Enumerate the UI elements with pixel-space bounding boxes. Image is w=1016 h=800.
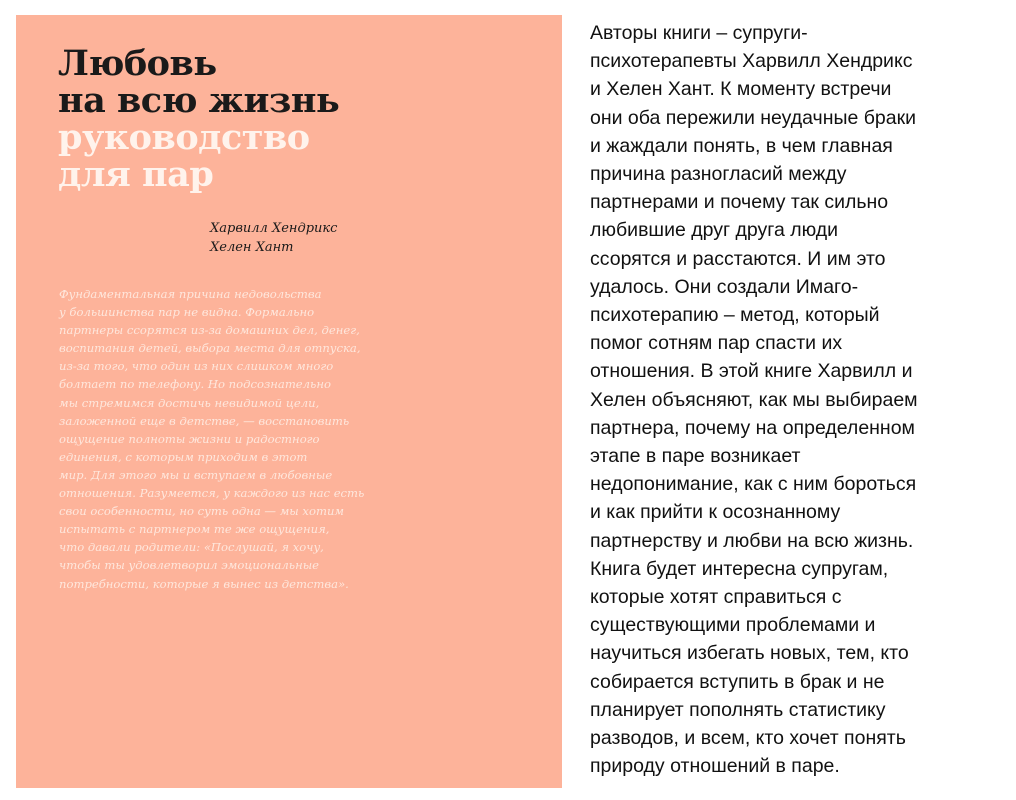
description-line: удалось. Они создали Имаго- <box>590 275 859 298</box>
description-line: и как прийти к осознанному <box>590 501 841 524</box>
description-line: помог сотням пар спасти их <box>590 332 843 355</box>
description-line: которые хотят справиться с <box>590 586 842 609</box>
cover-title <box>58 45 339 193</box>
cover-blurb-line: потребности, которые я вынес из детства». <box>59 576 349 591</box>
cover-blurb-line: свои особенности, но суть одна — мы хотим <box>59 504 345 519</box>
cover-blurb-line: болтает по телефону. Но подсознательно <box>59 377 331 392</box>
cover-blurb-line: Фундаментальная причина недовольства <box>59 287 322 301</box>
cover-author-1: Харвилл Хендрикс <box>210 221 338 236</box>
description-line: этапе в паре возникает <box>590 445 801 468</box>
book-description <box>590 19 1010 780</box>
cover-blurb-line: заложенной еще в детстве, — восстановить <box>59 413 350 428</box>
cover-blurb-line: из-за того, что один из них слишком много <box>59 359 334 374</box>
cover-blurb-line: испытать с партнером те же ощущения, <box>59 522 330 537</box>
description-line: и Хелен Хант. К моменту встречи <box>590 78 892 101</box>
description-line: планирует пополнять статистику <box>590 698 886 721</box>
cover-blurb-line: единения, с которым приходим в этот <box>59 449 308 464</box>
description-line: научиться избегать новых, тем, кто <box>590 642 909 665</box>
cover-blurb-line: у большинства пар не видна. Формально <box>59 305 315 320</box>
description-line: разводов, и всем, кто хочет понять <box>590 727 906 750</box>
description-line: любившие друг друга люди <box>590 219 839 242</box>
cover-author-2: Хелен Хант <box>210 240 294 255</box>
cover-blurb-line: чтобы ты удовлетворил эмоциональные <box>59 558 320 573</box>
description-line: Хелен объясняют, как мы выбираем <box>590 388 918 411</box>
description-line: Книга будет интересна супругам, <box>590 557 889 580</box>
description-line: психотерапевты Харвилл Хендрикс <box>590 50 913 73</box>
cover-blurb-line: мы стремимся достичь невидимой цели, <box>59 395 320 410</box>
description-line: партнера, почему на определенном <box>590 416 915 439</box>
description-line: природу отношений в паре. <box>590 755 840 778</box>
cover-blurb-line: воспитания детей, выбора места для отпуска, <box>59 341 361 356</box>
cover-blurb-line: ощущение полноты жизни и радостного <box>59 431 320 446</box>
cover-blurb-line: мир. Для этого мы и вступаем в любовные <box>59 467 333 482</box>
description-line: недопонимание, как с ним бороться <box>590 473 917 496</box>
description-line: собирается вступить в брак и не <box>590 670 885 693</box>
description-line: причина разногласий между <box>590 163 847 186</box>
description-line: партнерами и почему так сильно <box>590 191 889 214</box>
cover-blurb-line: отношения. Разумеется, у каждого из нас есть <box>59 486 365 501</box>
cover-subtitle-line-1: руководство <box>58 117 310 158</box>
cover-blurb-line: что давали родители: «Послушай, я хочу, <box>59 540 324 555</box>
cover-subtitle-line-2: для пар <box>58 154 214 195</box>
description-line: они оба пережили неудачные браки <box>590 106 917 129</box>
description-line: психотерапию – метод, который <box>590 304 880 327</box>
cover-blurb-line: партнеры ссорятся из-за домашних дел, денег, <box>59 323 360 338</box>
cover-blurb <box>59 285 439 593</box>
description-line: отношения. В этой книге Харвилл и <box>590 360 913 383</box>
book-cover <box>16 15 562 788</box>
description-line: Авторы книги – супруги- <box>590 22 808 44</box>
description-line: ссорятся и расстаются. И им это <box>590 247 886 270</box>
cover-authors <box>210 219 337 257</box>
cover-title-line-2: на всю жизнь <box>58 80 340 121</box>
description-line: существующими проблемами и <box>590 614 876 637</box>
description-line: и жаждали понять, в чем главная <box>590 134 893 157</box>
cover-title-line-1: Любовь <box>58 43 217 84</box>
description-line: партнерству и любви на всю жизнь. <box>590 529 914 552</box>
